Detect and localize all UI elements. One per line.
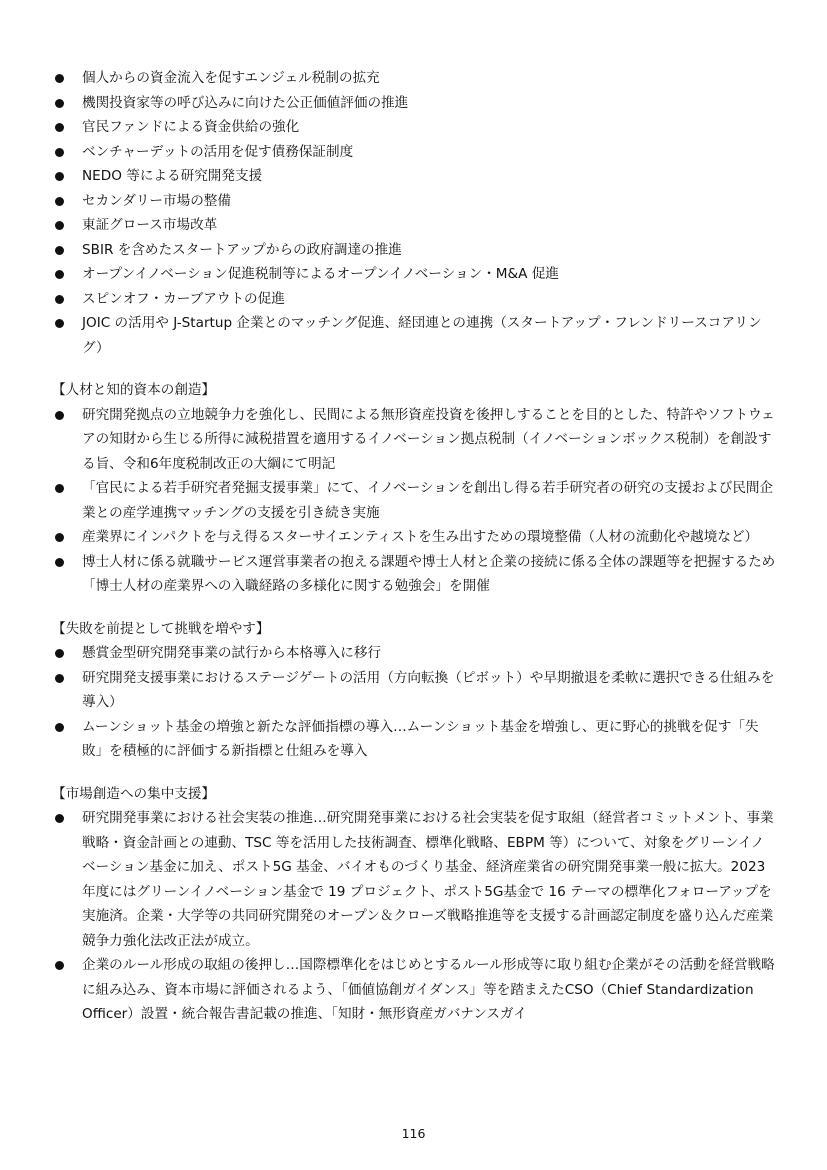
intro-bullet-list — [52, 66, 776, 360]
bullet-icon — [55, 319, 64, 328]
list-item — [52, 525, 776, 550]
list-item-text: 研究開発事業における社会実装の推進…研究開発事業における社会実装を促す取組（経営者コミットメント、事業戦略・資金計画との連動、TSC 等を活用した技術調査、標準化戦略、EBPM 等）について、対象をグリーンイノベーション基金に加え、ポスト5G 基金、バイオものづくり基金、経済産業省の研究開発事業一般に拡大。2023 年度にはグリーンイノベーション基金で 19 プロジェクト、ポスト5G基金で 16 テーマの標準化フォローアップを実施済。企業・大学等の共同研究開発のオープン＆クローズ戦略推進等を支援する計画認定制度を盛り込んだ産業競争力強化法改正法が成立。 — [82, 810, 774, 949]
list-item — [52, 213, 776, 238]
list-item-text: SBIR を含めたスタートアップからの政府調達の推進 — [82, 241, 402, 258]
list-item — [52, 115, 776, 140]
bullet-icon — [55, 221, 64, 230]
list-item-text: 東証グロース市場改革 — [82, 217, 218, 233]
section-failure — [52, 617, 776, 764]
list-item-text: 「官民による若手研究者発掘支援事業」にて、イノベーションを創出し得る若手研究者の研究の支援および民間企業との産学連携マッチングの支援を引き続き実施 — [82, 480, 774, 521]
list-item — [52, 953, 776, 1027]
list-item — [52, 311, 776, 360]
list-item-text: 懸賞金型研究開発事業の試行から本格導入に移行 — [82, 645, 382, 661]
list-item — [52, 164, 776, 189]
bullet-icon — [55, 74, 64, 83]
list-item-text: 研究開発拠点の立地競争力を強化し、民間による無形資産投資を後押しすることを目的とした、特許やソフトウェアの知財から生じる所得に減税措置を適用するイノベーション拠点税制（イノベーションボックス税制）を創設する旨、令和6年度税制改正の大綱にて明記 — [82, 406, 775, 472]
bullet-icon — [55, 197, 64, 206]
bullet-icon — [55, 295, 64, 304]
section-heading: 【人材と知的資本の創造】 — [52, 382, 216, 398]
list-item-text: オープンイノベーション促進税制等によるオープンイノベーション・M&A 促進 — [82, 266, 559, 282]
list-item — [52, 715, 776, 764]
list-item-text: ムーンショット基金の増強と新たな評価指標の導入…ムーンショット基金を増強し、更に野心的挑戦を促す「失敗」を積極的に評価する新指標と仕組みを導入 — [82, 718, 759, 759]
list-item-text: 機関投資家等の呼び込みに向けた公正価値評価の推進 — [82, 94, 409, 111]
list-item — [52, 641, 776, 666]
bullet-icon — [55, 649, 64, 658]
list-item-text: 個人からの資金流入を促すエンジェル税制の拡充 — [82, 70, 380, 86]
list-item-text: 企業のルール形成の取組の後押し…国際標準化をはじめとするルール形成等に取り組む企業がその活動を経営戦略に組み込み、資本市場に評価されるよう、「価値協創ガイダンス」等を踏まえたCSO（Chief Standardization Officer）設置・統合報告書記載の推進、「知財・無形資産ガバナンスガイ — [82, 957, 775, 1022]
page-content — [52, 66, 776, 1027]
section-talent — [52, 378, 776, 599]
list-item-text: ベンチャーデットの活用を促す債務保証制度 — [82, 143, 354, 160]
section-bullet-list — [52, 641, 776, 764]
list-item — [52, 403, 776, 477]
bullet-icon — [55, 270, 64, 279]
bullet-icon — [55, 674, 64, 683]
bullet-icon — [55, 411, 64, 420]
list-item-text: 研究開発支援事業におけるステージゲートの活用（方向転換（ピボット）や早期撤退を柔軟に選択できる仕組みを導入） — [82, 669, 775, 710]
section-bullet-list — [52, 806, 776, 1027]
list-item — [52, 238, 776, 263]
list-item — [52, 550, 776, 599]
page-number: 116 — [401, 1126, 426, 1141]
list-item-text: 博士人材に係る就職サービス運営事業者の抱える課題や博士人材と企業の接続に係る全体の課題等を把握するため「博士人材の産業界への入職経路の多様化に関する勉強会」を開催 — [82, 553, 776, 594]
list-item-text: NEDO 等による研究開発支援 — [82, 168, 263, 184]
section-heading: 【失敗を前提として挑戦を増やす】 — [52, 620, 270, 637]
bullet-icon — [55, 723, 64, 732]
list-item — [52, 287, 776, 312]
bullet-icon — [55, 961, 64, 970]
list-item-text: 官民ファンドによる資金供給の強化 — [82, 119, 300, 135]
list-item — [52, 140, 776, 165]
list-item — [52, 91, 776, 116]
bullet-icon — [55, 558, 64, 567]
list-item-text: セカンダリー市場の整備 — [82, 192, 231, 209]
list-item — [52, 476, 776, 525]
list-item — [52, 262, 776, 287]
list-item-text: JOIC の活用や J-Startup 企業とのマッチング促進、経団連との連携（スタートアップ・フレンドリースコアリング） — [82, 315, 762, 356]
bullet-icon — [55, 123, 64, 132]
list-item-text: スピンオフ・カーブアウトの促進 — [82, 290, 285, 307]
list-item-text: 産業界にインパクトを与え得るスターサイエンティストを生み出すための環境整備（人材の流動化や越境など） — [82, 529, 759, 545]
list-item — [52, 666, 776, 715]
list-item — [52, 806, 776, 953]
bullet-icon — [55, 172, 64, 181]
section-market — [52, 782, 776, 1027]
list-item — [52, 189, 776, 214]
bullet-icon — [55, 246, 64, 255]
bullet-icon — [55, 814, 64, 823]
bullet-icon — [55, 533, 64, 542]
bullet-icon — [55, 148, 64, 157]
section-heading: 【市場創造への集中支援】 — [52, 785, 216, 802]
list-item — [52, 66, 776, 91]
section-bullet-list — [52, 403, 776, 599]
bullet-icon — [55, 99, 64, 108]
bullet-icon — [55, 484, 64, 493]
